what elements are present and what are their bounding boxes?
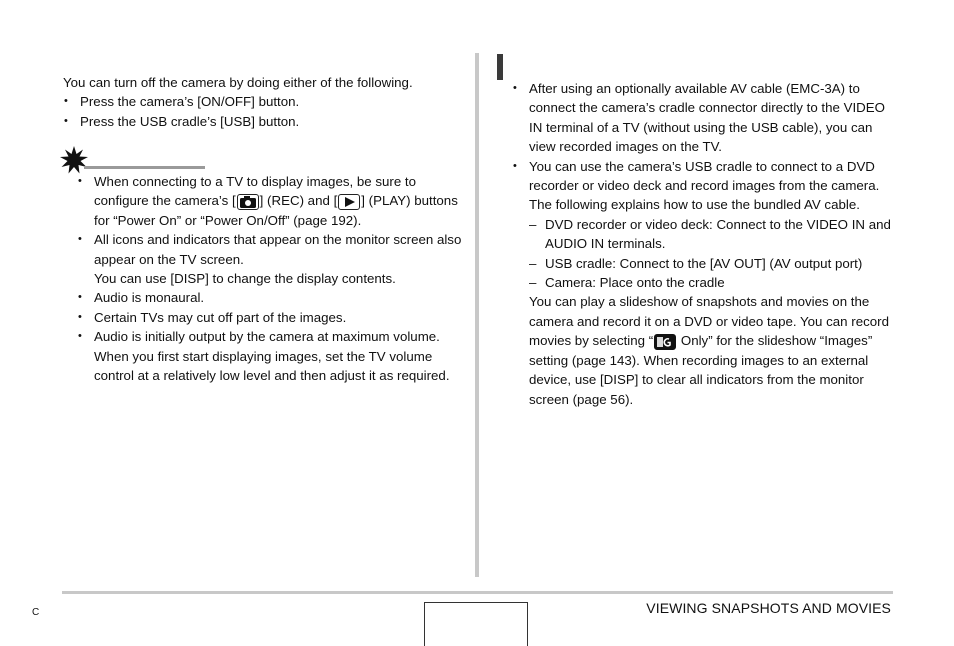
column-divider xyxy=(475,53,479,577)
note-item: • Audio is initially output by the camera at maximum volume. When you first start displaying images, set the TV volume control at a relatively low level and then adjust it as required. xyxy=(78,327,463,385)
note-item: • Audio is monaural. xyxy=(78,288,463,307)
movie-icon xyxy=(654,334,676,350)
note-rule xyxy=(84,166,205,169)
list-item: • You can use the camera’s USB cradle to connect to a DVD recorder or video deck and record images from the camera. The following explains how to use the bundled AV cable. – DVD recorder or video deck: Connect to the VIDEO IN and AUDIO IN terminals. – USB cradle: Connect to the [AV OUT] (AV output port) – Camera: Place onto the cradle You can play a slideshow of snapshots and movies on the camera and record it on a DVD or video tape. You can record movies by selecting “ Only” for the slideshow “Images” setting (page 143). When recording images to an external device, use [DISP] to clear all indicators from the monitor screen (page 56). xyxy=(513,157,898,409)
footer-left-char: C xyxy=(32,607,40,618)
starburst-icon xyxy=(60,146,88,174)
step-item: – USB cradle: Connect to the [AV OUT] (AV output port) xyxy=(529,254,898,273)
note-item: • Certain TVs may cut off part of the images. xyxy=(78,308,463,327)
section-marker xyxy=(497,54,503,80)
notes-block xyxy=(78,172,463,385)
play-icon xyxy=(338,194,360,210)
step-item: – Camera: Place onto the cradle xyxy=(529,273,898,292)
list-item: • Press the USB cradle’s [USB] button. xyxy=(64,112,463,131)
list-item: • After using an optionally available AV cable (EMC-3A) to connect the camera’s cradle connector directly to the VIDEO IN terminal of a TV (without using the USB cable), you can view recorded images on the TV. xyxy=(513,79,898,157)
page-number-box xyxy=(424,602,528,646)
step-item: – DVD recorder or video deck: Connect to the VIDEO IN and AUDIO IN terminals. xyxy=(529,215,898,254)
right-column xyxy=(513,79,898,409)
power-off-list xyxy=(64,92,463,131)
list-item: • Press the camera’s [ON/OFF] button. xyxy=(64,92,463,111)
connection-steps xyxy=(529,215,898,293)
footer-rule xyxy=(62,591,893,594)
note-item: • When connecting to a TV to display images, be sure to configure the camera’s [ ] (REC) and [ ] (PLAY) buttons for “Power On” or “Power On/Off” (page 192). xyxy=(78,172,463,230)
note-item: • All icons and indicators that appear on the monitor screen also appear on the TV screen. You can use [DISP] to change the display contents. xyxy=(78,230,463,288)
power-off-intro: You can turn off the camera by doing either of the following. xyxy=(63,75,413,90)
left-column xyxy=(63,73,463,131)
camera-icon xyxy=(237,194,259,210)
section-title: VIEWING SNAPSHOTS AND MOVIES xyxy=(646,600,891,616)
